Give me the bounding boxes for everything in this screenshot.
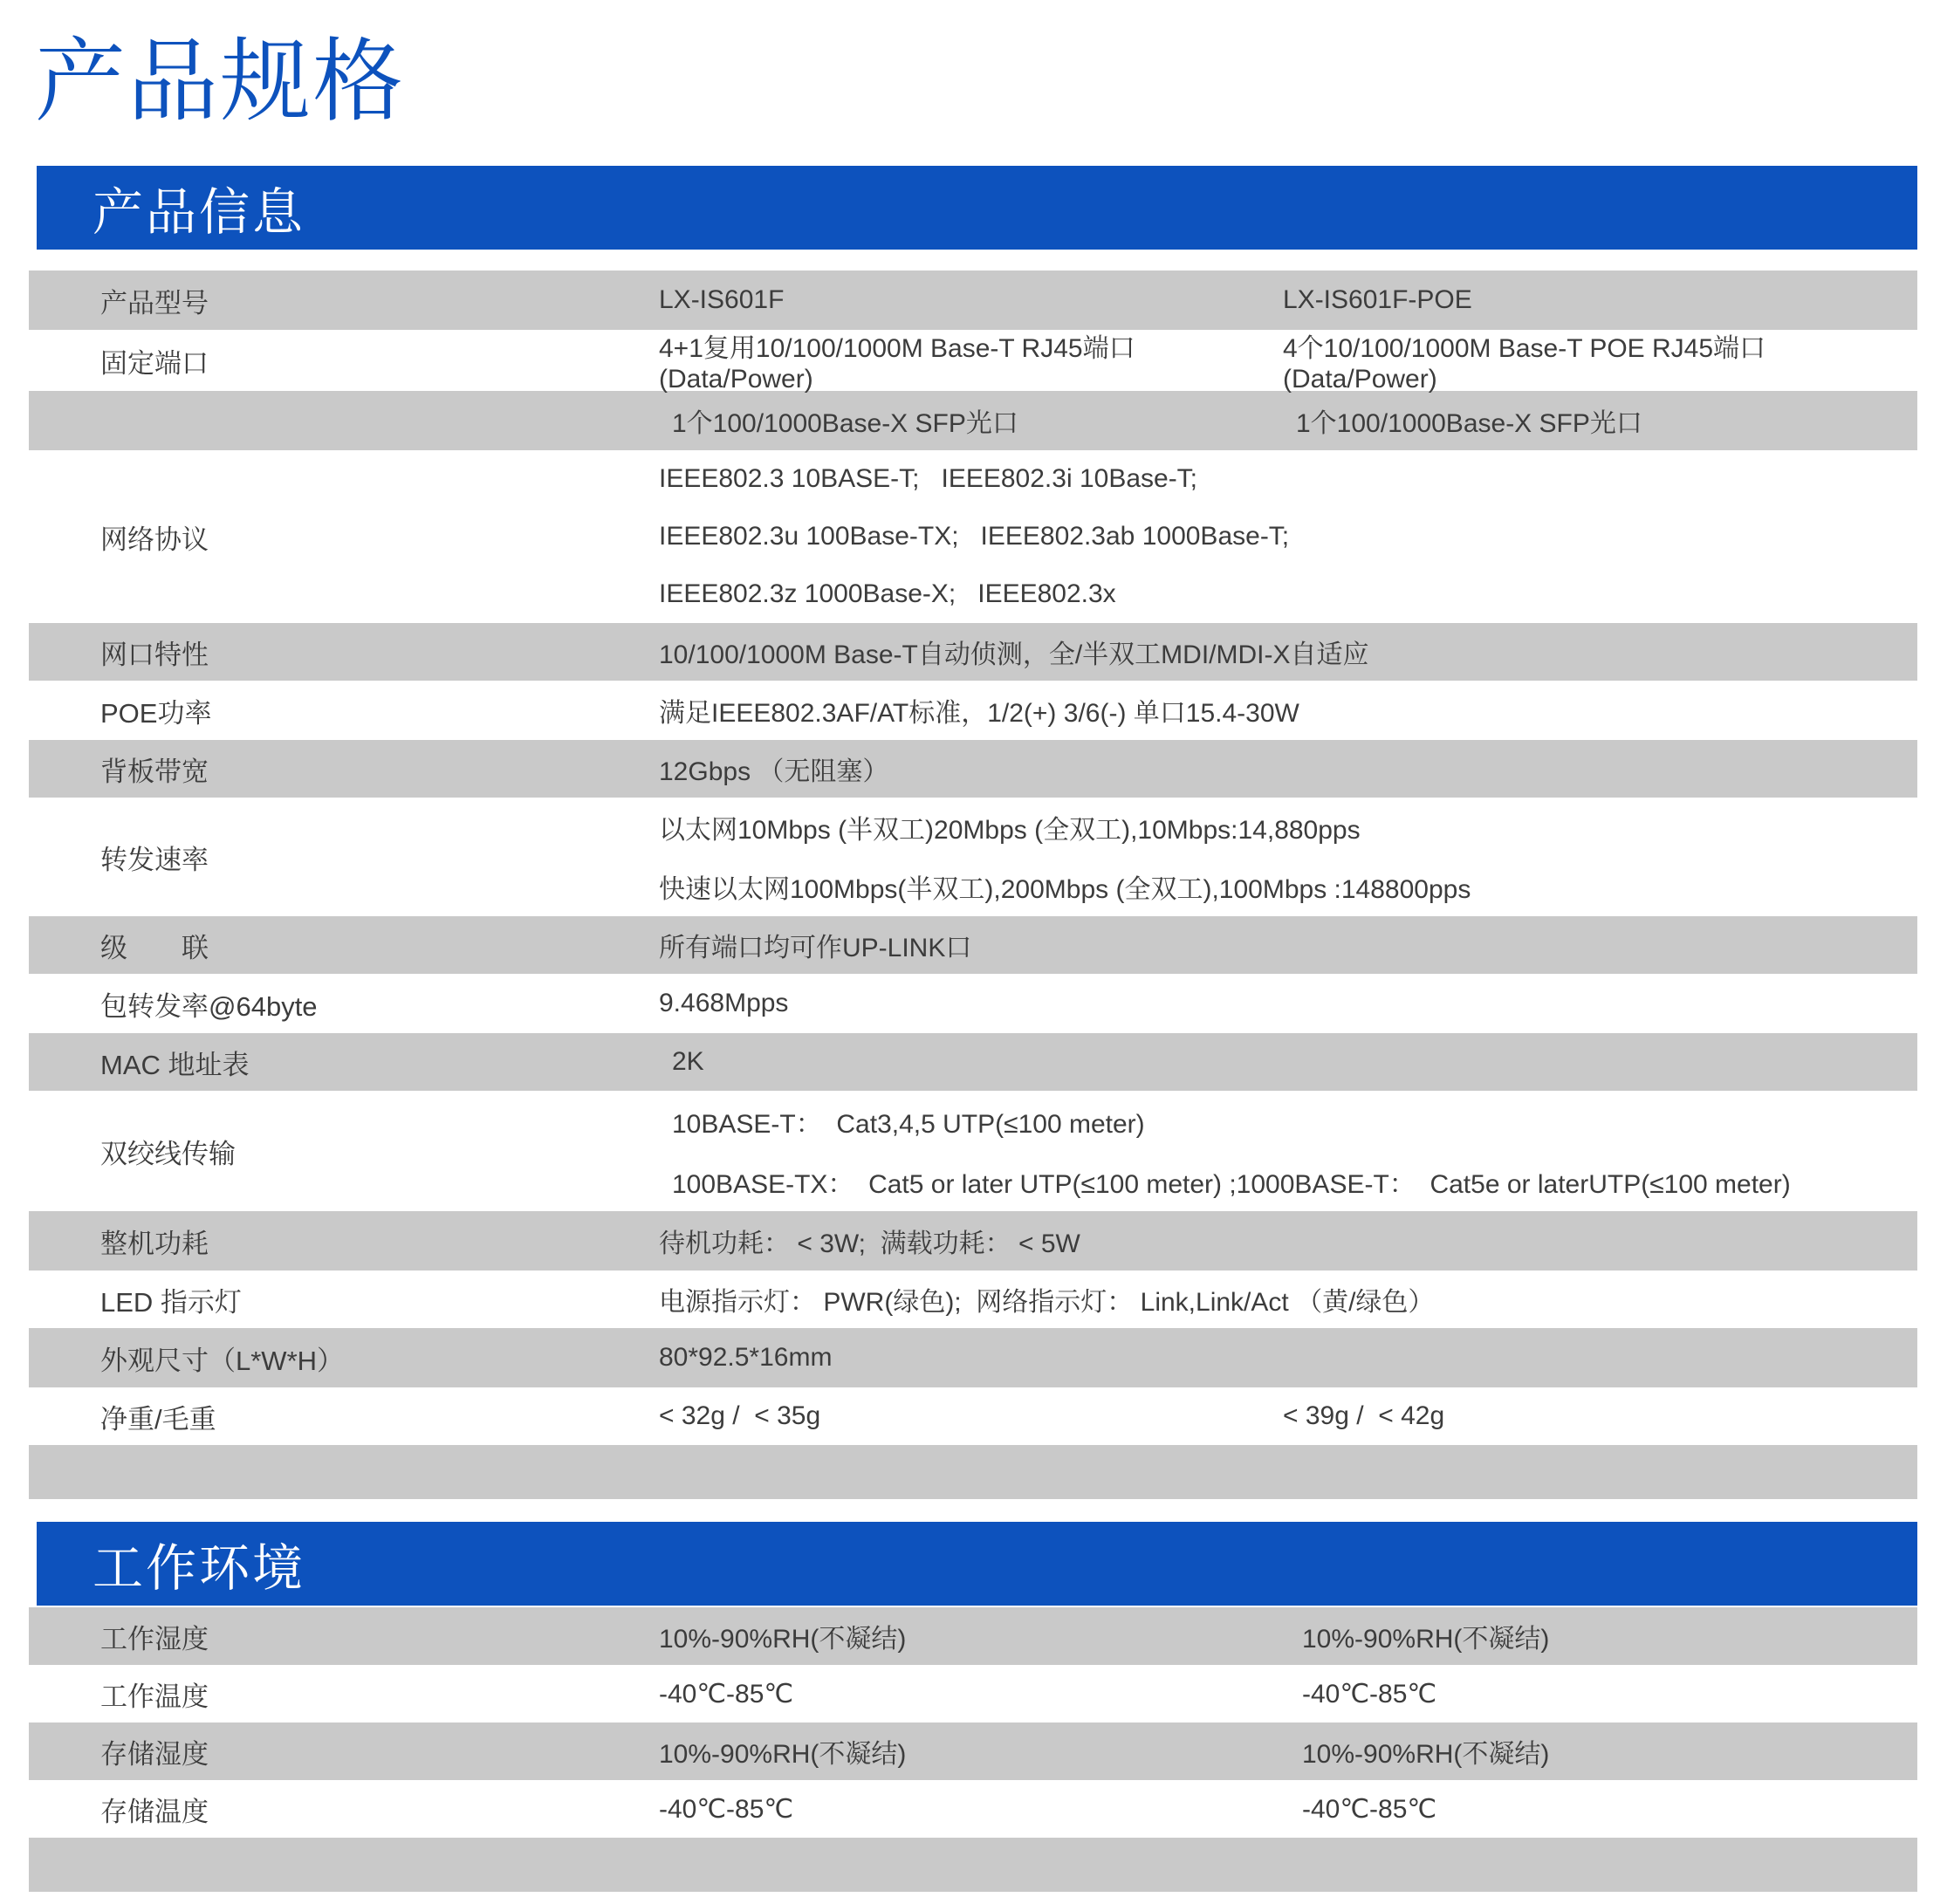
table-row-dimensions bbox=[29, 1328, 1917, 1387]
table-row-sfp-ports bbox=[29, 391, 1917, 450]
table-row-product-model bbox=[29, 271, 1917, 330]
row-label: 转发速率 bbox=[100, 844, 209, 875]
row-label: 固定端口 bbox=[100, 347, 209, 379]
row-value-model-a: 4+1复用10/100/1000M Base-T RJ45端口(Data/Power) bbox=[659, 334, 1135, 394]
row-label: POE功率 bbox=[100, 697, 212, 729]
row-value-model-a: LX-IS601F bbox=[659, 285, 785, 314]
table-row-power-consumption bbox=[29, 1211, 1917, 1270]
section-header-label: 产品信息 bbox=[93, 184, 306, 241]
protocol-line: IEEE802.3 10BASE-T; IEEE802.3i 10Base-T; bbox=[659, 464, 1198, 493]
table-row-storage-temperature bbox=[29, 1780, 1917, 1838]
table-row-backplane-bandwidth bbox=[29, 740, 1917, 798]
row-value-model-a: 10%-90%RH(不凝结) bbox=[659, 1625, 907, 1654]
environment-table bbox=[29, 1607, 1917, 1892]
row-value: 12Gbps （无阻塞） bbox=[659, 757, 889, 786]
row-label: 双绞线传输 bbox=[100, 1138, 236, 1169]
row-label: 存储温度 bbox=[100, 1796, 209, 1827]
table-row-twisted-pair bbox=[29, 1091, 1917, 1211]
row-value-lines bbox=[659, 450, 1917, 623]
row-label: 整机功耗 bbox=[100, 1228, 209, 1259]
table-row-fixed-ports bbox=[29, 330, 1917, 394]
twisted-pair-line: 100BASE-TX： Cat5 or later UTP(≤100 meter) ;1000BASE-T： Cat5e or laterUTP(≤100 meter) bbox=[672, 1169, 1791, 1199]
row-label: MAC 地址表 bbox=[100, 1049, 250, 1080]
row-label: 外观尺寸（L*W*H） bbox=[100, 1345, 345, 1376]
table-row-port-features bbox=[29, 623, 1917, 681]
protocol-line: IEEE802.3u 100Base-TX; IEEE802.3ab 1000Base-T; bbox=[659, 522, 1290, 551]
forwarding-line: 快速以太网100Mbps(半双工),200Mbps (全双工),100Mbps :148800pps bbox=[659, 875, 1471, 904]
row-label: 包转发率@64byte bbox=[100, 990, 318, 1022]
row-value-model-a: -40℃-85℃ bbox=[659, 1679, 794, 1709]
row-value-model-b: 1个100/1000Base-X SFP光口 bbox=[1296, 409, 1642, 438]
product-info-table bbox=[29, 271, 1917, 1499]
section-header-environment bbox=[37, 1522, 1917, 1606]
row-label: 工作湿度 bbox=[100, 1623, 209, 1654]
row-value-lines bbox=[659, 1091, 1917, 1211]
table-row-led-indicators bbox=[29, 1270, 1917, 1328]
row-label: 存储湿度 bbox=[100, 1738, 209, 1770]
forwarding-line: 以太网10Mbps (半双工)20Mbps (全双工),10Mbps:14,880pps bbox=[659, 816, 1361, 845]
row-value: 电源指示灯： PWR(绿色); 网络指示灯： Link,Link/Act （黄/绿色） bbox=[659, 1288, 1435, 1317]
table-row-working-temperature bbox=[29, 1665, 1917, 1723]
section-header-product-info bbox=[37, 166, 1917, 250]
table-row-weight bbox=[29, 1387, 1917, 1445]
row-value: 9.468Mpps bbox=[659, 989, 789, 1017]
row-value-model-b: -40℃-85℃ bbox=[1302, 1679, 1437, 1709]
table-row-forwarding-rate bbox=[29, 798, 1917, 916]
table-row-cascade bbox=[29, 916, 1917, 974]
row-value: 满足IEEE802.3AF/AT标准，1/2(+) 3/6(-) 单口15.4-30W bbox=[659, 699, 1299, 728]
row-value-model-b: LX-IS601F-POE bbox=[1283, 285, 1472, 314]
row-value-model-b: 10%-90%RH(不凝结) bbox=[1302, 1625, 1550, 1654]
table-row-mac-table bbox=[29, 1033, 1917, 1091]
row-value: 所有端口均可作UP-LINK口 bbox=[659, 934, 972, 962]
row-label: 级 联 bbox=[100, 932, 209, 963]
row-label: 网口特性 bbox=[100, 639, 209, 670]
row-value: 10/100/1000M Base-T自动侦测，全/半双工MDI/MDI-X自适应 bbox=[659, 640, 1369, 669]
row-value-model-a: 10%-90%RH(不凝结) bbox=[659, 1740, 907, 1769]
table-row-storage-humidity bbox=[29, 1723, 1917, 1780]
row-value: 待机功耗： < 3W; 满载功耗： < 5W bbox=[659, 1229, 1080, 1258]
row-value-model-b: 4个10/100/1000M Base-T POE RJ45端口(Data/Power) bbox=[1283, 334, 1766, 394]
row-value-model-b: 10%-90%RH(不凝结) bbox=[1302, 1740, 1550, 1769]
row-label: 产品型号 bbox=[100, 287, 209, 318]
table-row-network-protocols bbox=[29, 450, 1917, 623]
row-label: LED 指示灯 bbox=[100, 1286, 242, 1318]
row-label: 背板带宽 bbox=[100, 756, 209, 787]
table-row-empty bbox=[29, 1838, 1917, 1892]
table-row-packet-forwarding-rate bbox=[29, 974, 1917, 1033]
row-value: 2K bbox=[672, 1047, 704, 1076]
row-value-model-b: -40℃-85℃ bbox=[1302, 1794, 1437, 1824]
section-header-label: 工作环境 bbox=[93, 1540, 306, 1597]
row-value-model-b: < 39g / < 42g bbox=[1283, 1401, 1445, 1430]
table-row-working-humidity bbox=[29, 1607, 1917, 1665]
row-value-model-a: -40℃-85℃ bbox=[659, 1794, 794, 1824]
row-label: 工作温度 bbox=[100, 1681, 209, 1712]
table-row-empty bbox=[29, 1445, 1917, 1499]
row-value: 80*92.5*16mm bbox=[659, 1343, 833, 1372]
page-title: 产品规格 bbox=[35, 31, 406, 133]
table-row-poe-power bbox=[29, 681, 1917, 740]
twisted-pair-line: 10BASE-T： Cat3,4,5 UTP(≤100 meter) bbox=[672, 1109, 1145, 1139]
row-label: 网络协议 bbox=[100, 524, 209, 555]
protocol-line: IEEE802.3z 1000Base-X; IEEE802.3x bbox=[659, 579, 1116, 608]
row-value-lines bbox=[659, 798, 1917, 916]
row-value-model-a: < 32g / < 35g bbox=[659, 1401, 821, 1430]
row-label: 净重/毛重 bbox=[100, 1403, 216, 1435]
row-value-model-a: 1个100/1000Base-X SFP光口 bbox=[672, 409, 1018, 438]
